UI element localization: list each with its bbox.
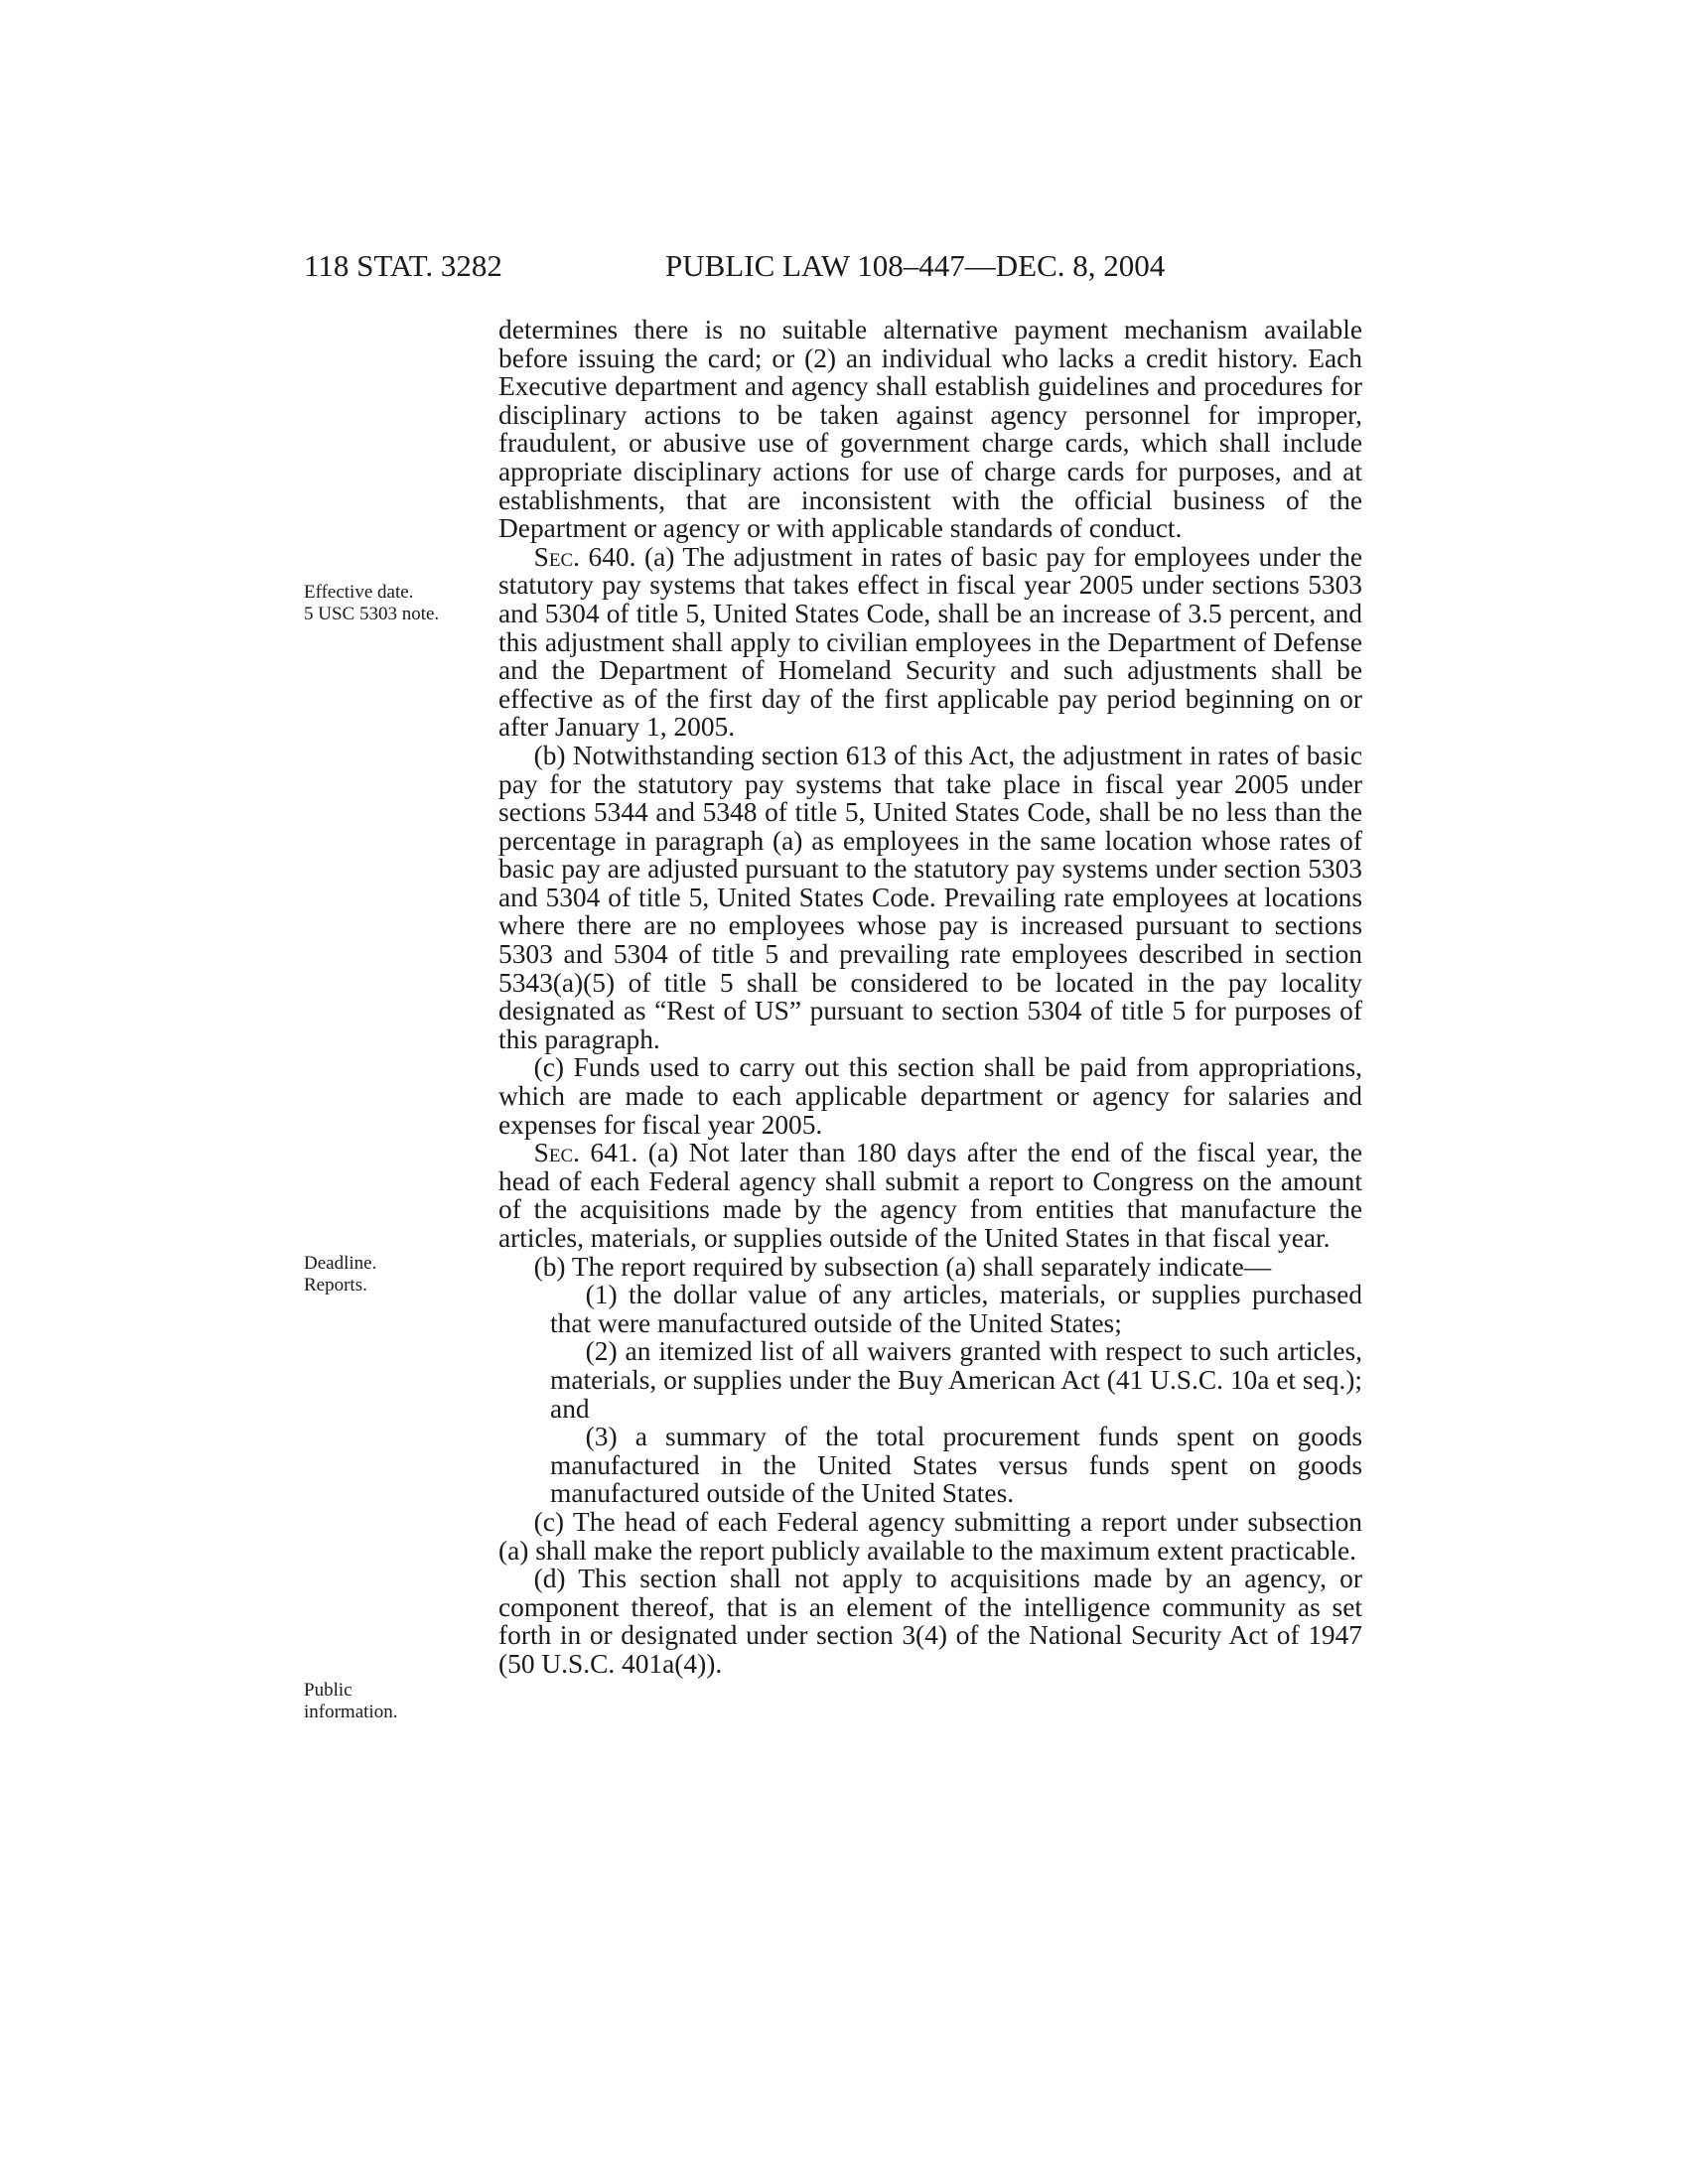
- section-640-c: (c) Funds used to carry out this section shall be paid from appropriations, which are made to each applicable department or agency for salaries and expenses for fiscal year 2005.: [498, 1052, 1362, 1140]
- paragraph-carryover: determines there is no suitable alternative payment mechanism available before issuing the card; or (2) an individual who lacks a credit history. Each Executive department and agency shall establish guidelines and procedures for disciplinary actions to be taken against agency personnel for improper, fraudulent, or abusive use of government charge cards, which shall include appropriate disciplinary actions for use of charge cards for purposes, and at establishments, that are inconsistent with the official business of the Department or agency or with applicable standards of conduct.: [498, 315, 1362, 544]
- margin-note-line: Public: [304, 1680, 352, 1701]
- margin-note-effective-date: [304, 582, 478, 625]
- page-header: [0, 248, 1688, 288]
- section-641-d: (d) This section shall not apply to acquisitions made by an agency, or component thereof, that is an element of the intelligence community as set forth in or designated under section 3(4) of the National Security Act of 1947 (50 U.S.C. 401a(4)).: [498, 1564, 1362, 1679]
- section-text: (a) Not later than 180 days after the end of the fiscal year, the head of each Federal agency shall submit a report to Congress on the amount of the acquisitions made by the agency from entities that manufacture the articles, materials, or supplies outside of the United States in that fiscal year.: [498, 1138, 1362, 1253]
- section-641-a: [498, 1139, 1362, 1252]
- margin-note-line: Reports.: [304, 1275, 367, 1296]
- margin-note-line: 5 USC 5303 note.: [304, 604, 440, 624]
- section-641-b-2: (2) an itemized list of all waivers granted with respect to such articles, materials, or supplies under the Buy American Act (41 U.S.C. 10a et seq.); and: [550, 1336, 1362, 1424]
- margin-note-line: Effective date.: [304, 582, 414, 603]
- section-text: (a) The adjustment in rates of basic pay for employees under the statutory pay systems that takes effect in fiscal year 2005 under sections 5303 and 5304 of title 5, United States Code, shall be an increase of 3.5 percent, and this adjustment shall apply to civilian employees in the Department of Defense and the Department of Homeland Security and such adjustments shall be effective as of the first day of the first applicable pay period beginning on or after January 1, 2005.: [498, 541, 1362, 743]
- margin-note-line: information.: [304, 1702, 398, 1722]
- section-label: Sec. 641.: [533, 1138, 638, 1168]
- section-label: Sec. 640.: [533, 541, 636, 572]
- margin-note-public-information: [304, 1680, 478, 1723]
- margin-note-deadline-reports: [304, 1253, 478, 1297]
- section-641-b-3: (3) a summary of the total procurement funds spent on goods manufactured in the United States versus funds spent on goods manufactured outside of the United States.: [550, 1422, 1362, 1509]
- public-law-citation: PUBLIC LAW 108–447—DEC. 8, 2004: [665, 248, 1166, 283]
- stat-page-number: 118 STAT. 3282: [304, 248, 502, 283]
- margin-note-line: Deadline.: [304, 1253, 377, 1274]
- statute-body: [498, 316, 1362, 1679]
- section-641-c: (c) The head of each Federal agency submitting a report under subsection (a) shall make the report publicly available to the maximum extent practicable.: [498, 1506, 1362, 1566]
- section-641-b: (b) The report required by subsection (a) shall separately indicate—: [533, 1251, 1272, 1282]
- section-641-b-1: (1) the dollar value of any articles, materials, or supplies purchased that were manufactured outside of the United States;: [550, 1280, 1362, 1338]
- section-640-b: (b) Notwithstanding section 613 of this Act, the adjustment in rates of basic pay for the statutory pay systems that take place in fiscal year 2005 under sections 5344 and 5348 of title 5, United States Code, shall be no less than the percentage in paragraph (a) as employees in the same location whose rates of basic pay are adjusted pursuant to the statutory pay systems under section 5303 and 5304 of title 5, United States Code. Prevailing rate employees at locations where there are no employees whose pay is increased pursuant to sections 5303 and 5304 of title 5 and prevailing rate employees described in section 5343(a)(5) of title 5 shall be considered to be located in the pay locality designated as “Rest of US” pursuant to section 5304 of title 5 for purposes of this paragraph.: [498, 740, 1362, 1054]
- section-640-a: [498, 543, 1362, 742]
